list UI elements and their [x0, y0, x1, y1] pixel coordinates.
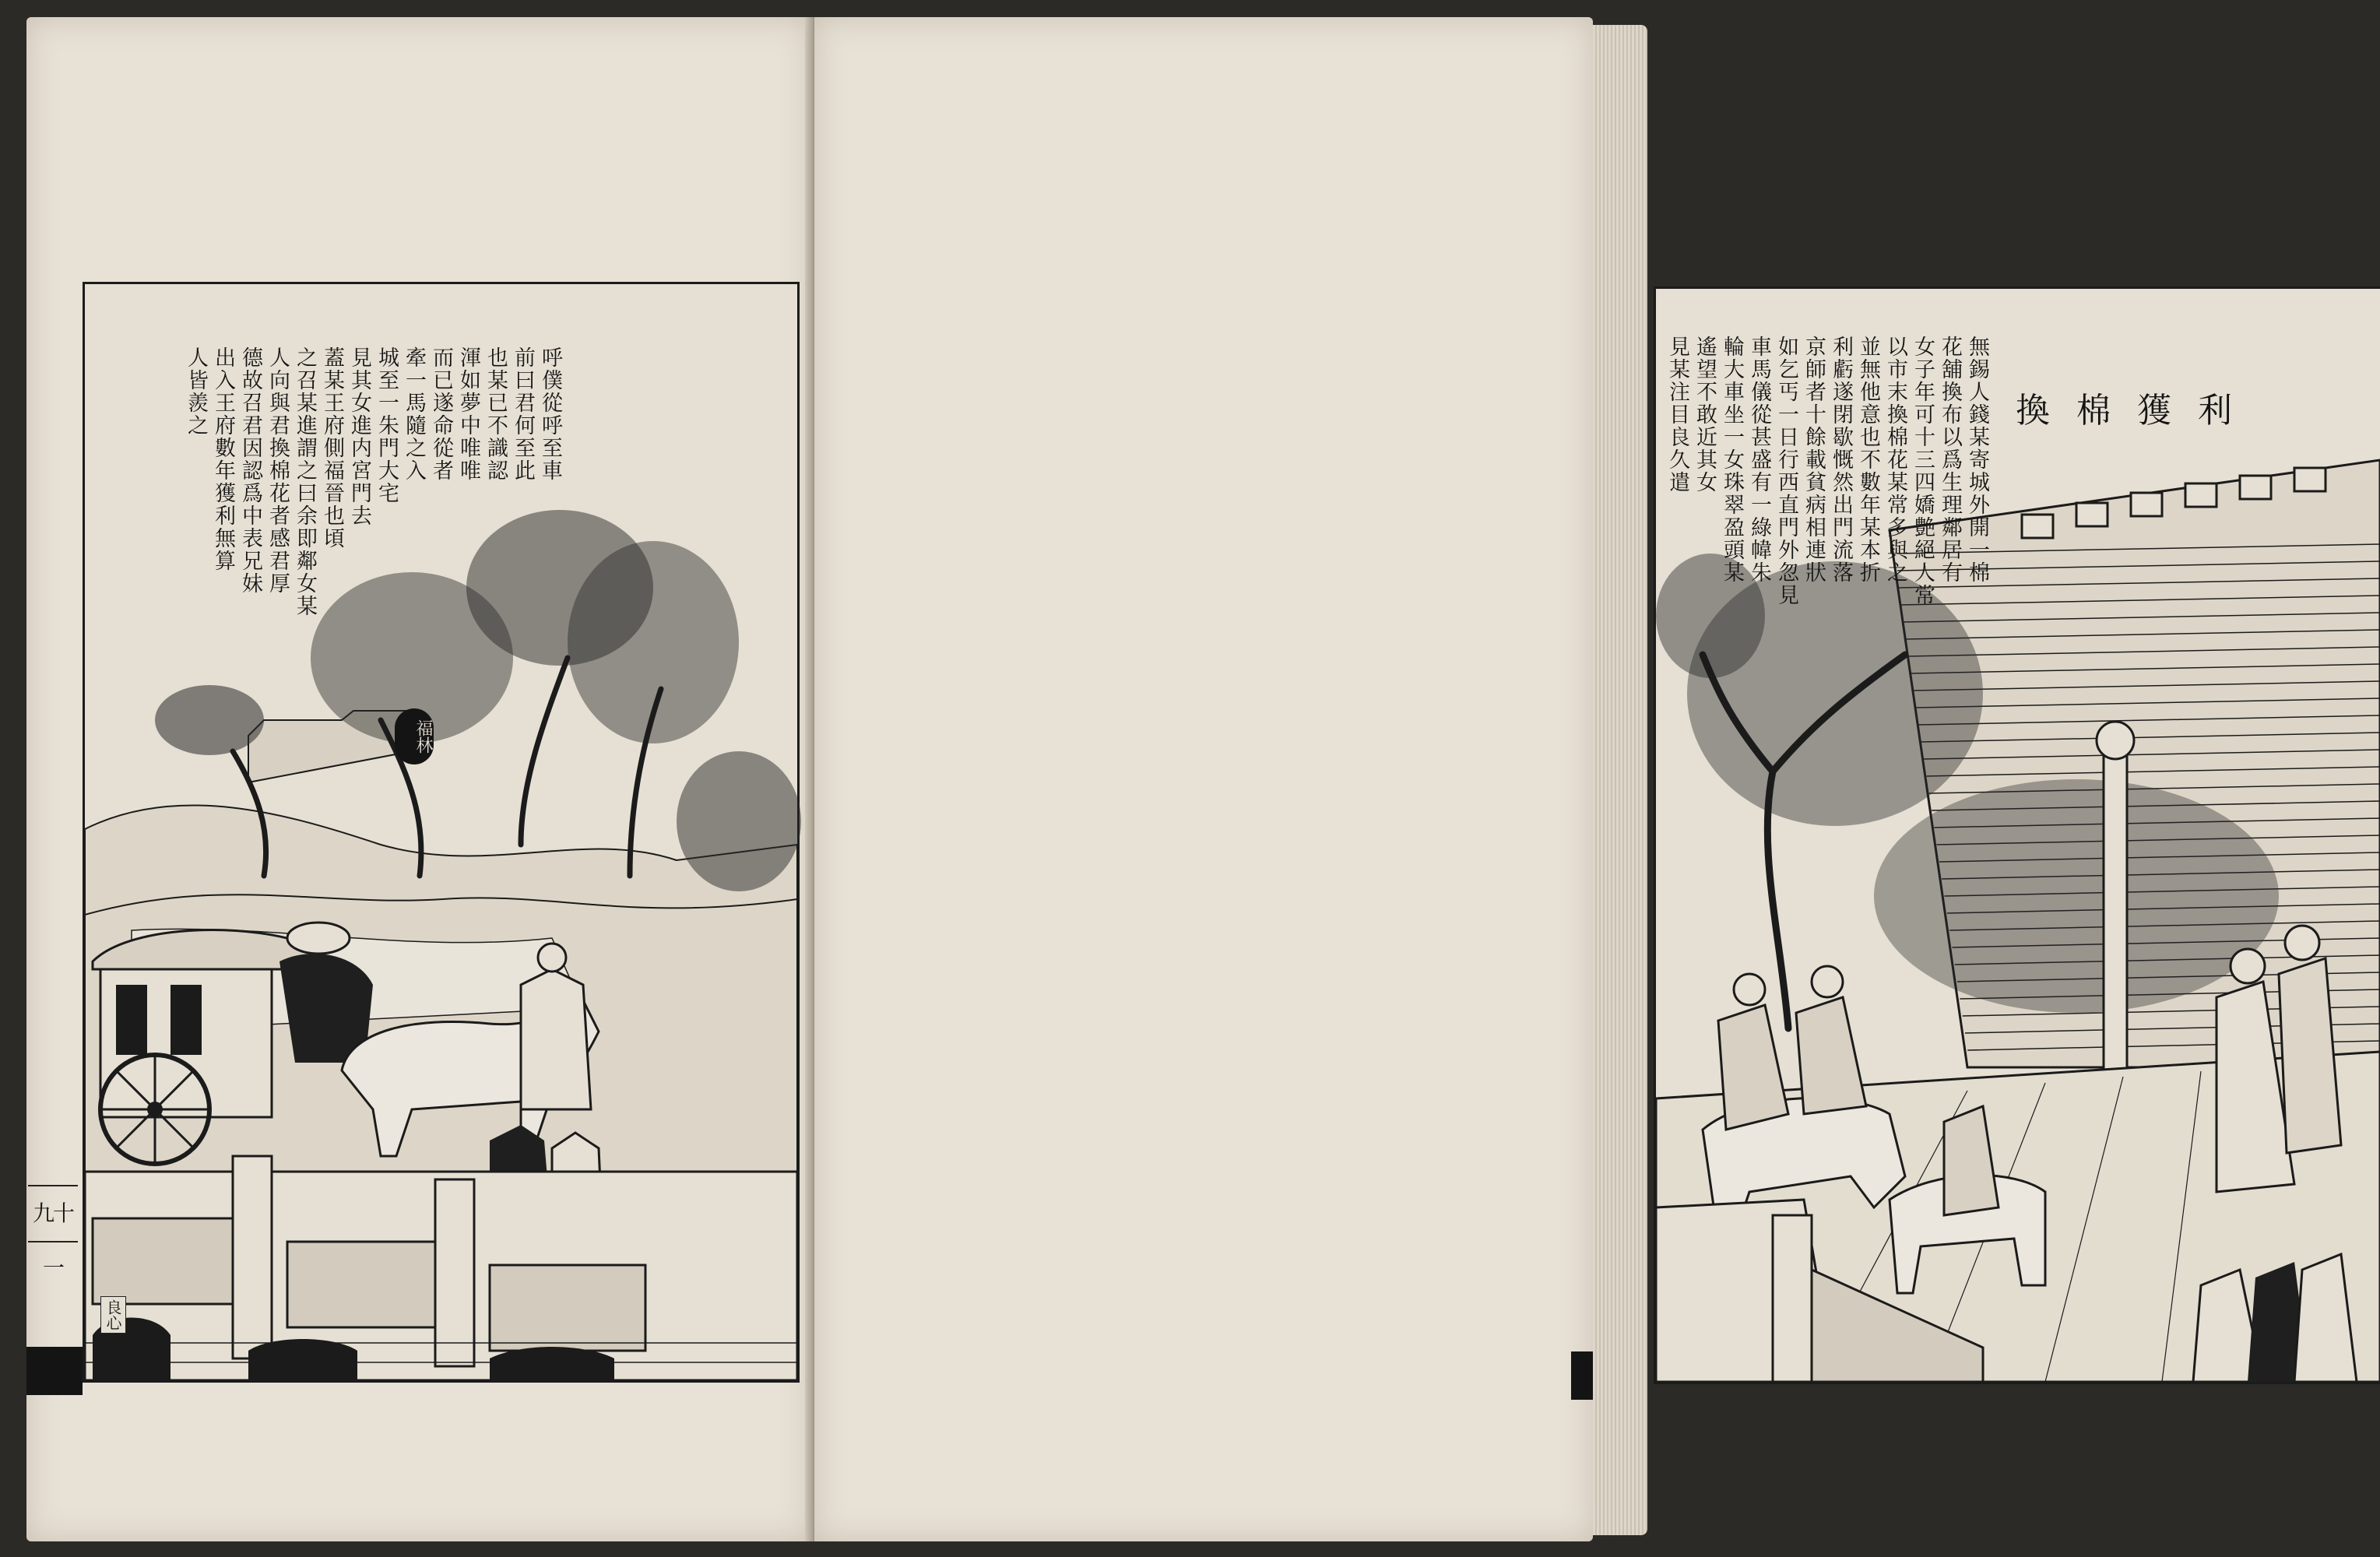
text-column: 前曰君何至此: [511, 346, 535, 482]
text-column: 之召某進謂之曰余即鄰女某: [293, 346, 317, 617]
text-column: 牽一馬隨之入: [402, 346, 426, 482]
right-page: [814, 17, 2259, 1541]
text-column: 女子年可十三四嬌艶絕人常: [1911, 336, 1935, 606]
open-book: [26, 17, 2259, 1541]
text-column: 見某注目良久遣: [1665, 336, 1689, 494]
right-illustration-frame: [1654, 286, 2380, 1384]
text-column: 車馬儀從甚盛有一綠幃朱: [1747, 336, 1771, 584]
text-column: 德故召君因認爲中表兄妹: [238, 346, 262, 595]
text-column: 呼僕從呼至車: [538, 346, 562, 482]
text-column: 也某已不識認: [483, 346, 508, 482]
text-column: 渾如夢中唯唯: [456, 346, 480, 482]
text-column: 利虧遂閉歇慨然出門流落: [1829, 336, 1853, 584]
illustration-title: 換棉獲利: [2016, 391, 2259, 431]
text-column: 並無他意也不數年某本折: [1856, 336, 1880, 584]
page-edges: [1593, 25, 1647, 1535]
text-column: 花舖換布以爲生理鄰居有: [1938, 336, 1962, 584]
text-column: 輪大車坐一女珠翠盈頭某: [1720, 336, 1744, 584]
page-number: 九十一: [28, 1185, 78, 1242]
text-column: 人向與君換棉花者感君厚: [265, 346, 290, 595]
left-page: [26, 17, 811, 1541]
text-column: 見其女進内宮門去: [347, 346, 371, 527]
text-column: 而已遂命從者: [429, 346, 453, 482]
text-column: 京師者十餘載貧病相連狀: [1802, 336, 1826, 584]
text-column: 以市末換棉花某常多與之: [1883, 336, 1907, 584]
text-column: 城至一朱門大宅: [374, 346, 399, 504]
text-column: 蓋某王府側福晉也頃: [320, 346, 344, 550]
seal-stamp: 福林: [395, 708, 434, 764]
text-column: 人皆羨之: [184, 346, 208, 437]
right-page-text: [1664, 336, 1991, 771]
text-column: 無錫人錢某寄城外開一棉: [1965, 336, 1989, 584]
artist-mark: 良心: [100, 1296, 126, 1334]
left-page-text: [182, 346, 564, 751]
text-column: 出入王府數年獲利無算: [211, 346, 235, 572]
text-column: 如乞丐一日行西直門外忽見: [1774, 336, 1798, 606]
left-illustration-frame: [83, 282, 800, 1383]
text-column: 遙望不敢近其女: [1693, 336, 1717, 494]
binding-band-left: [26, 1347, 83, 1395]
